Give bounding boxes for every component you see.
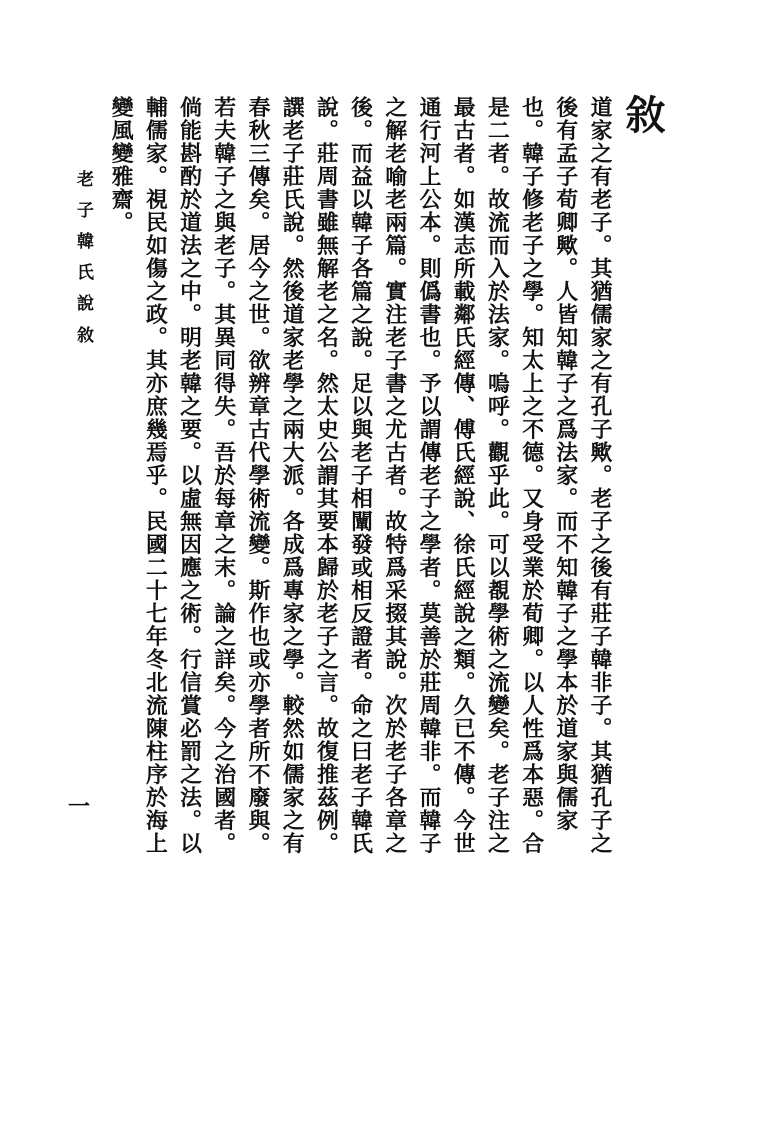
page-number: 一 [68, 794, 91, 820]
running-head-title: 老子韓氏說 [73, 170, 93, 325]
preface-body-text: 道家之有老子。其猶儒家之有孔子歟。老子之後有莊子韓非子。其猶孔子之後有孟子荀卿歟。人皆知韓子之爲法家。而不知韓子之學本於道家與儒家也。韓子修老子之學。知太上之不德。又身受業於荀卿。以人性爲本惡。合是二者。故流而入於法家。嗚呼。觀乎此。可以覩學術之流變矣。老子注之最古者。如漢志所載鄰氏經傳、傅氏經說、徐氏經說之類。久已不傳。今世通行河上公本。則僞書也。予以謂傳老子之學者。莫善於莊周韓非。而韓子之解老喻老兩篇。實注老子書之尤古者。故特爲采掇其說。次於老子各章之後。而益以韓子各篇之說。足以與老子相闡發或相反證者。命之曰老子韓氏說。莊周書雖無解老之名。然太史公謂其要本歸於老子之言。故復推茲例。譔老子莊氏說。然後道家老學之兩大派。各成爲專家之學。較然如儒家之有春秋三傳矣。居今之世。欲辨章古代學術流變。斯作也或亦學者所不廢與。若夫韓子之與老子。其異同得失。吾於每章之末。論之詳矣。今之治國者。倘能斟酌於道法之中。明老韓之要。以虛無因應之術。行信賞必罰之法。以輔儒家。視民如傷之政。其亦庶幾焉乎。民國二十七年冬北流陳柱序於海上變風變雅齋。 [108, 96, 612, 855]
running-head-section: 敘 [73, 326, 93, 343]
preface-heading: 敘 [619, 94, 666, 134]
